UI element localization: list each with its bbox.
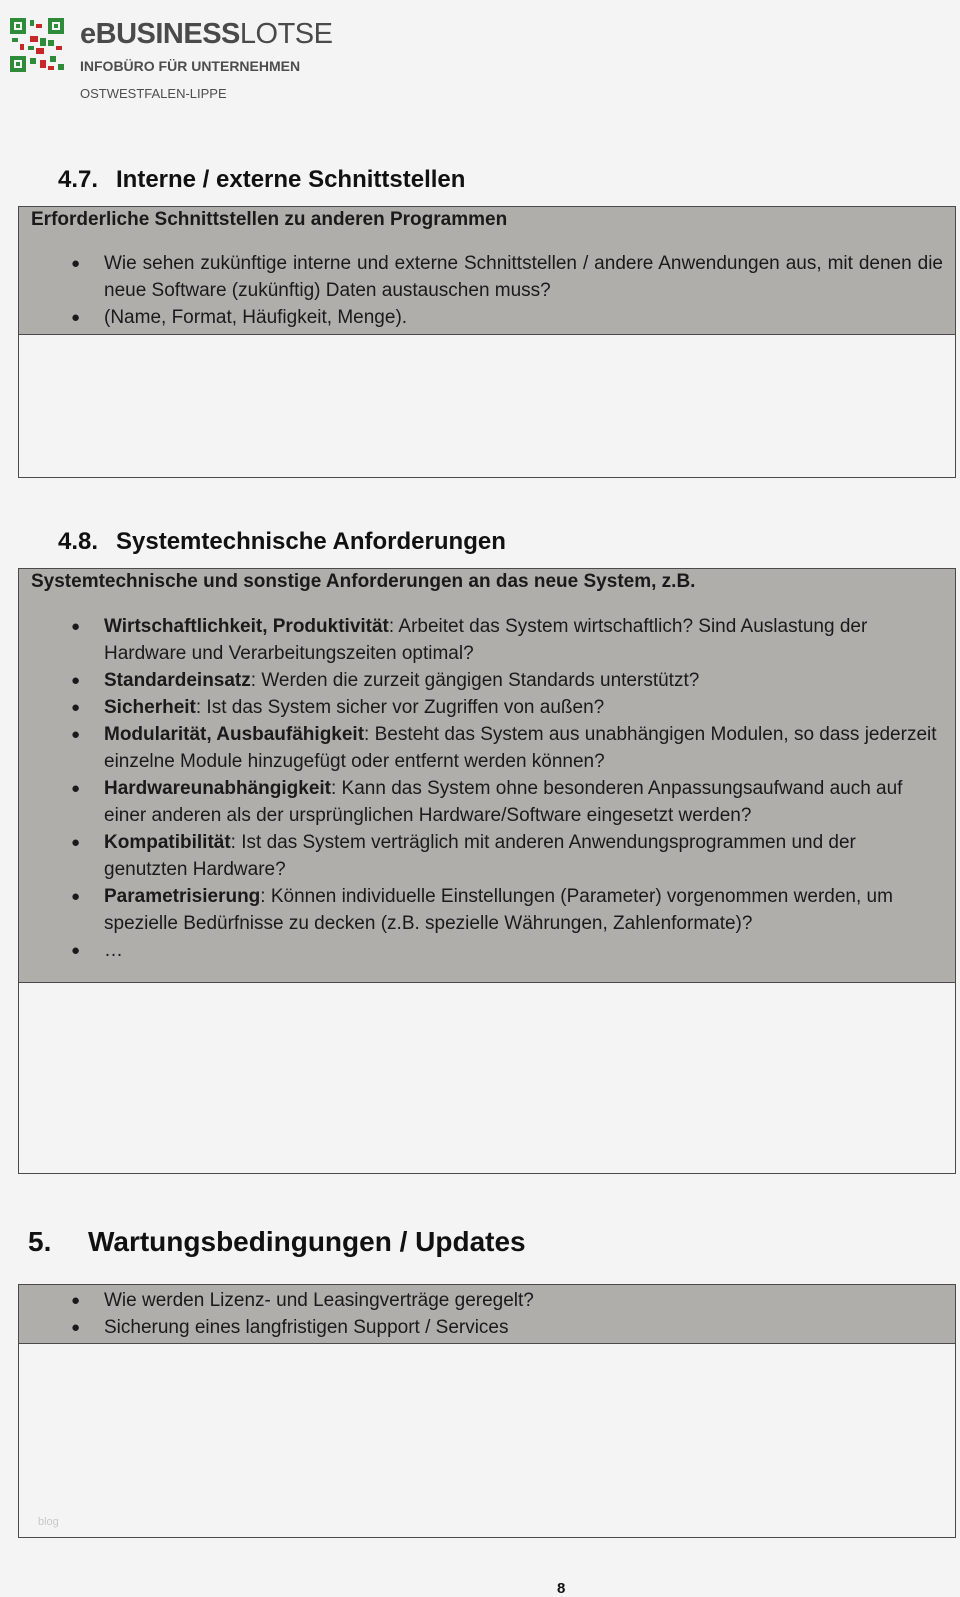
term: Wirtschaftlichkeit, Produktivität (104, 616, 389, 637)
bullet-icon: ● (71, 255, 81, 272)
system-requirements-intro: Systemtechnische und sonstige Anforderungen an das neue System, z.B. (31, 571, 696, 592)
section-number: 4.8. (58, 528, 99, 555)
term: Parametrisierung (104, 886, 261, 907)
bullet-icon: ● (71, 780, 81, 797)
page-number: 8 (557, 1580, 566, 1597)
list-item (19, 694, 955, 721)
bullet-icon: ● (71, 726, 81, 743)
maintenance-box (18, 1284, 956, 1538)
description: : Ist das System sicher vor Zugriffen von außen? (195, 697, 605, 718)
logo (10, 18, 333, 108)
brand-strong: eBUSINESS (80, 18, 240, 50)
list-item-text: Wie werden Lizenz- und Leasingverträge geregelt? (104, 1290, 534, 1311)
list-item (19, 775, 955, 829)
list-item (19, 1314, 955, 1341)
bullet-icon: ● (71, 1292, 81, 1309)
list-item (19, 250, 955, 304)
section-heading-4-7 (58, 166, 465, 194)
bullet-icon: ● (71, 888, 81, 905)
interfaces-prompt (19, 207, 955, 335)
bullet-icon: ● (71, 834, 81, 851)
bullet-icon: ● (71, 699, 81, 716)
description: : Besteht das System aus unabhängigen Modulen, so dass jederzeit einzelne Module hinzugefügt oder entfernt werden können? (104, 724, 937, 772)
system-requirements-list (19, 613, 955, 964)
section-heading-4-8 (58, 528, 506, 556)
bullet-icon: ● (71, 672, 81, 689)
bullet-icon: ● (71, 942, 81, 959)
term: Standardeinsatz (104, 670, 251, 691)
description: … (104, 940, 123, 961)
list-item (19, 667, 955, 694)
term: Modularität, Ausbaufähigkeit (104, 724, 365, 745)
brand-subtitle: INFOBÜRO FÜR UNTERNEHMEN (80, 58, 301, 74)
list-item (19, 304, 955, 331)
list-item-text: (Name, Format, Häufigkeit, Menge). (104, 307, 408, 328)
qr-code-icon (10, 18, 64, 72)
term: Kompatibilität (104, 832, 231, 853)
description: : Werden die zurzeit gängigen Standards unterstützt? (250, 670, 700, 691)
bullet-icon: ● (71, 309, 81, 326)
brand-name (80, 18, 332, 51)
list-item (19, 613, 955, 667)
description: : Kann das System ohne besonderen Anpassungsaufwand auch auf einer anderen als der ursprünglichen Hardware/Software eingesetzt werden? (104, 778, 903, 826)
interfaces-box (18, 206, 956, 478)
list-item (19, 1287, 955, 1314)
interfaces-intro: Erforderliche Schnittstellen zu anderen Programmen (31, 209, 508, 230)
list-item (19, 721, 955, 775)
list-item (19, 883, 955, 937)
term: Sicherheit (104, 697, 196, 718)
system-requirements-box (18, 568, 956, 1174)
list-item (19, 937, 955, 964)
system-requirements-answer-area[interactable] (19, 983, 955, 1173)
section-title: Systemtechnische Anforderungen (116, 528, 506, 555)
list-item-text: Sicherung eines langfristigen Support / Services (104, 1317, 509, 1338)
system-requirements-prompt (19, 569, 955, 983)
list-item (19, 829, 955, 883)
list-item-text: Wie sehen zukünftige interne und externe Schnittstellen / andere Anwendungen aus, mit denen die neue Software (zukünftig) Daten austauschen muss? (104, 253, 943, 301)
brand-rest: LOTSE (239, 18, 333, 50)
section-title: Wartungsbedingungen / Updates (88, 1226, 526, 1257)
description: : Können individuelle Einstellungen (Parameter) vorgenommen werden, um spezielle Bedürfnisse zu decken (z.B. spezielle Währungen, Zahlenformate)? (104, 886, 893, 934)
section-title: Interne / externe Schnittstellen (116, 166, 466, 193)
term: Hardwareunabhängigkeit (104, 778, 331, 799)
watermark-note: blog (38, 1516, 59, 1528)
bullet-icon: ● (71, 1319, 81, 1336)
interfaces-list (19, 250, 955, 331)
maintenance-answer-area[interactable] (19, 1344, 955, 1536)
maintenance-list (19, 1287, 955, 1341)
section-heading-5 (28, 1226, 526, 1258)
section-number: 5. (28, 1226, 52, 1257)
bullet-icon: ● (71, 618, 81, 635)
description: : Ist das System verträglich mit anderen Anwendungsprogrammen und der genutzten Hardware? (104, 832, 856, 880)
description: : Arbeitet das System wirtschaftlich? Sind Auslastung der Hardware und Verarbeitungszeiten optimal? (104, 616, 868, 664)
interfaces-answer-area[interactable] (19, 335, 955, 477)
section-number: 4.7. (58, 166, 99, 193)
maintenance-prompt (19, 1285, 955, 1344)
brand-region: OSTWESTFALEN-LIPPE (80, 86, 227, 101)
